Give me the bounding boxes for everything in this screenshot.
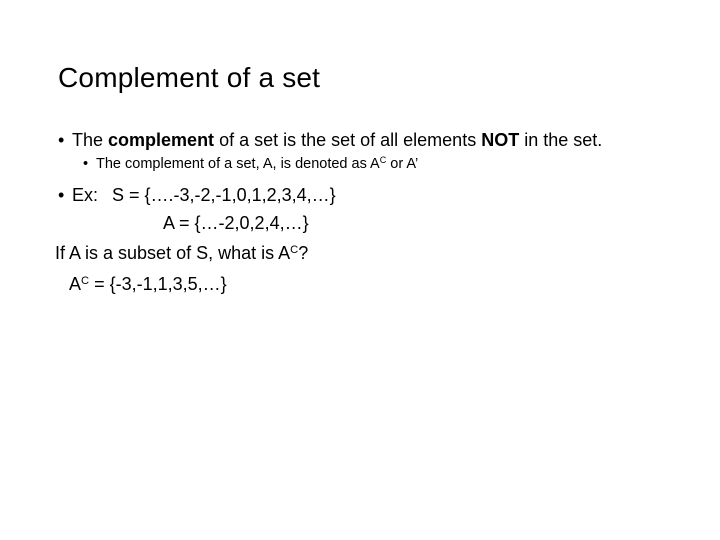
answer-superscript: C [81, 274, 90, 287]
answer-line [69, 274, 227, 295]
question-text-2: ? [298, 243, 309, 263]
example-set-a: A = {…-2,0,2,4,…} [163, 213, 309, 233]
sub-bullet-marker: • [83, 156, 89, 172]
bullet-marker: • [58, 185, 65, 205]
example-set-s: S = {….-3,-2,-1,0,1,2,3,4,…} [112, 185, 336, 205]
bullet1-text-2: of a set is the set of all elements [214, 130, 482, 150]
bullet1-bold-not: NOT [481, 130, 520, 150]
bullet2-superscript: C [379, 155, 387, 166]
example-label: Ex: [72, 185, 99, 205]
bullet1-text-1: The [72, 130, 109, 150]
slide-title: Complement of a set [58, 62, 321, 93]
answer-text-1: A [69, 274, 82, 294]
sub-bullet-notation [83, 156, 418, 172]
answer-text-2: = {-3,-1,1,3,5,…} [89, 274, 227, 294]
bullet2-text-1: The complement of a set, A, is denoted as A [96, 156, 380, 172]
question-line [55, 243, 308, 264]
bullet2-text-2: or A’ [386, 156, 419, 172]
bullet1-text-3: in the set. [519, 130, 603, 150]
bullet1-bold-complement: complement [108, 130, 215, 150]
bullet-example [58, 185, 336, 206]
question-superscript: C [290, 243, 299, 256]
bullet-marker: • [58, 130, 65, 150]
bullet-complement-definition [58, 130, 602, 151]
question-text-1: If A is a subset of S, what is A [55, 243, 291, 263]
